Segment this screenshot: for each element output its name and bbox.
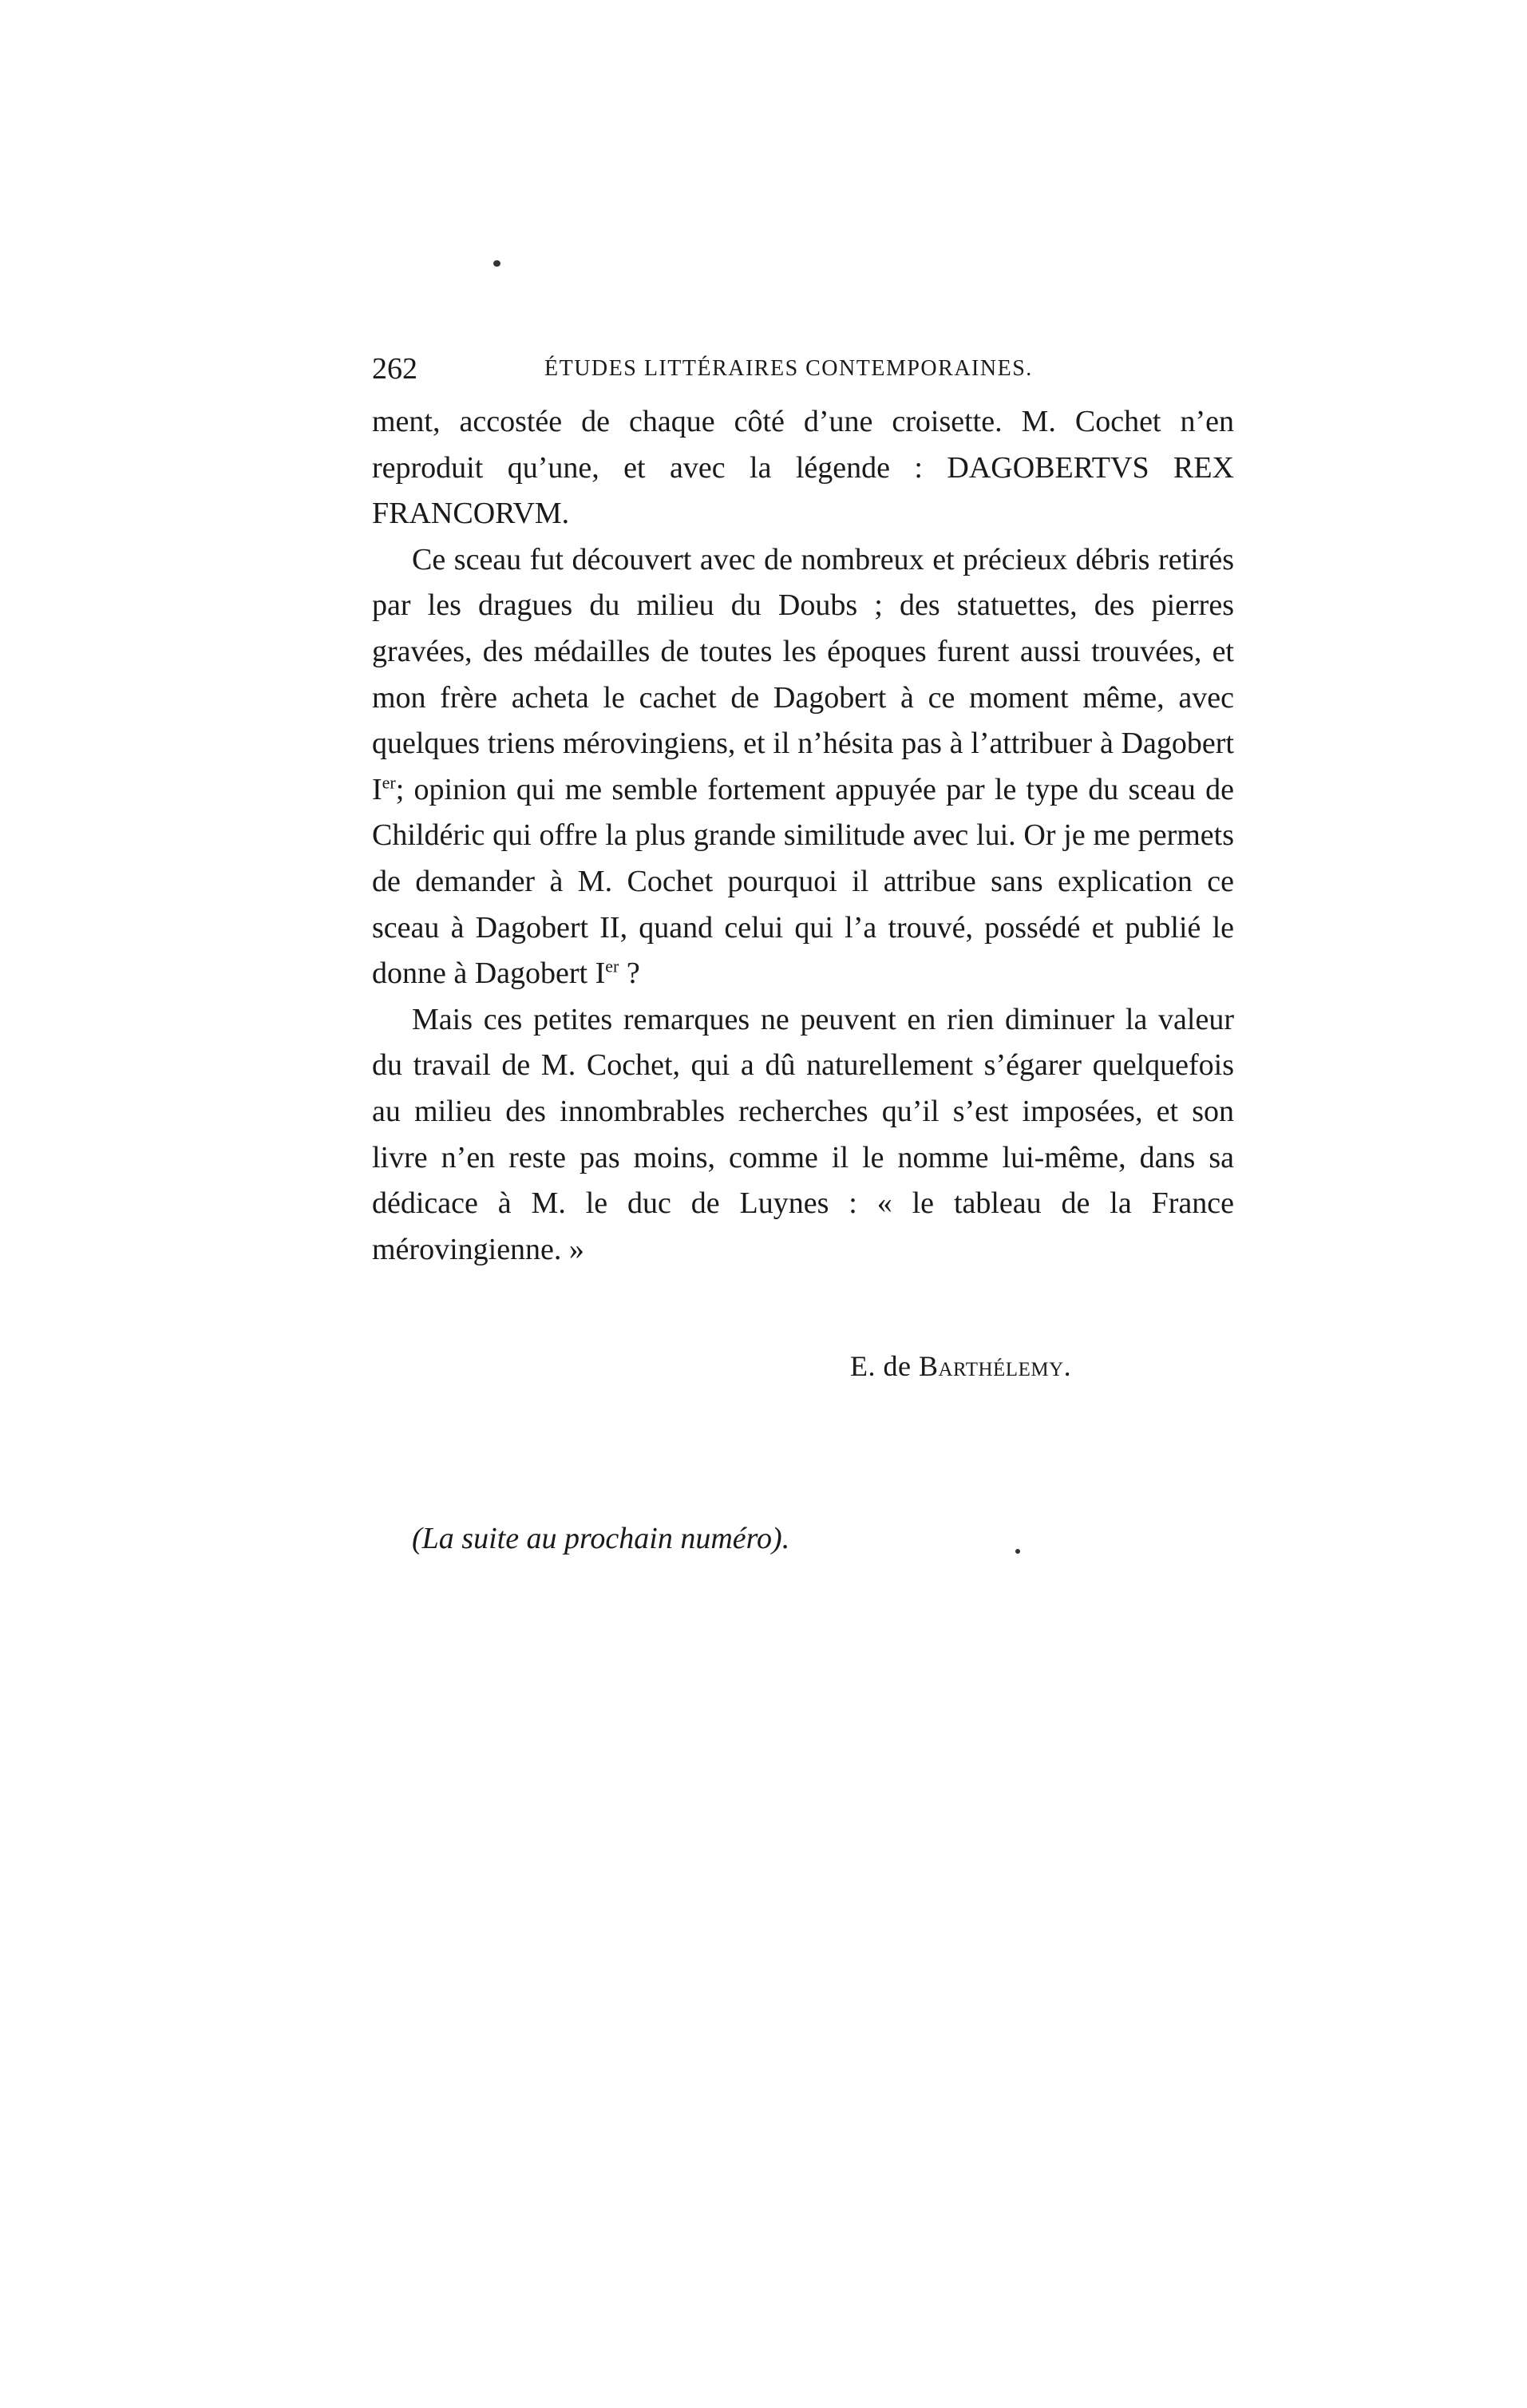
continued-note: (La suite au prochain numéro). [412,1522,790,1555]
signature-name: Barthélemy. [918,1350,1072,1382]
print-speck [1015,1549,1020,1554]
paragraph-1: ment, accostée de chaque côté d’une croisette. M. Cochet n’en reproduit qu’une, et avec la légende : DAGOBERTVS REX FRANCORVM. [372,405,1234,531]
ordinal-superscript: er [382,772,396,793]
page-header [372,351,1058,391]
paragraph-2-part-a: Ce sceau fut découvert avec de nombreux et précieux débris retirés par les dragues du milieu du Doubs ; des statuettes, des pierres gravées, des médailles de toutes les époques furent aussi trouvées, et mon frère acheta le cachet de Dagobert à ce moment même, avec quelques triens mérovingiens, et il n’hésita pas à l’attribuer à Dagobert I [372,542,1234,806]
paragraph-2-part-b: ; opinion qui me semble fortement appuyée par le type du sceau de Childéric qui offre la plus grande similitude avec lui. Or je me permets de demander à M. Cochet pourquoi il attribue sans explication ce sceau à Dagobert II, quand celui qui l’a trouvé, possédé et publié le donne à Dagobert I [372,772,1234,991]
paragraph-2 [372,537,1234,997]
body-text [372,399,1234,1273]
author-signature [850,1349,1071,1383]
paragraph-2-part-c: ? [619,956,640,991]
signature-prefix: E. de [850,1350,919,1382]
ordinal-superscript: er [605,956,619,976]
print-speck [493,260,500,267]
page-number: 262 [372,352,417,386]
running-title: ÉTUDES LITTÉRAIRES CONTEMPORAINES. [544,356,1033,381]
paragraph-3: Mais ces petites remarques ne peuvent en rien diminuer la valeur du travail de M. Cochet, qui a dû naturellement s’égarer quelquefois au milieu des innombrables recherches qu’il s’est imposées, et son livre n’en reste pas moins, comme il le nomme lui-même, dans sa dédicace à M. le duc de Luynes : « le tableau de la France mérovingienne. » [372,1002,1234,1266]
